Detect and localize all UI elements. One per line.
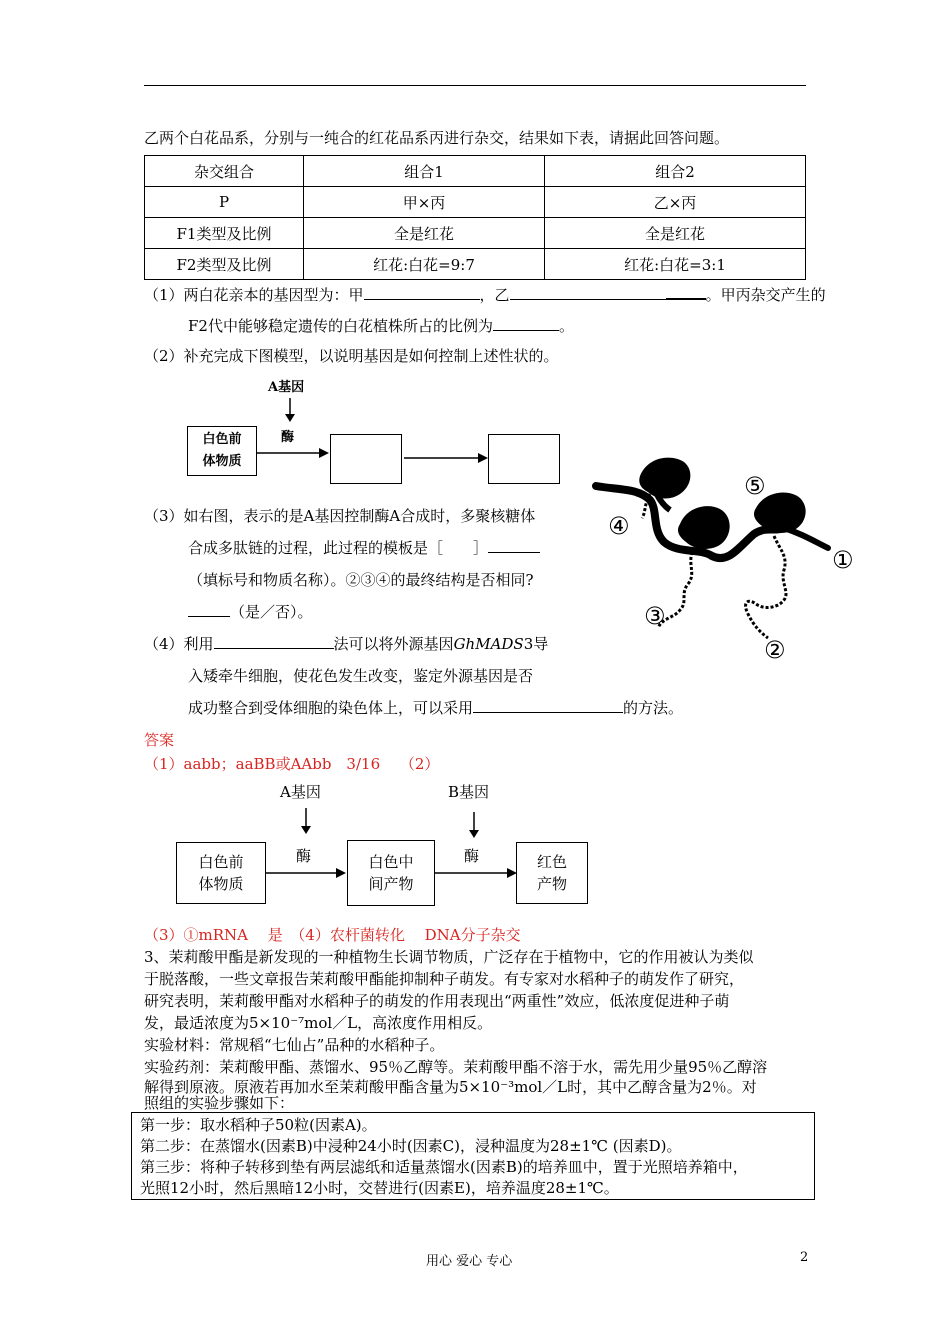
- q4-text-b: 法可以将外源基因: [333, 635, 454, 653]
- label-3: ③: [644, 602, 666, 630]
- ribosome-shape: [639, 458, 690, 499]
- table-cell: 组合1: [304, 156, 545, 187]
- table-cell: F2类型及比例: [145, 249, 304, 280]
- answer-blank[interactable]: [214, 634, 334, 649]
- question-4-cont2: [188, 698, 683, 718]
- q4-text-e: 的方法。: [623, 699, 684, 717]
- label-5: ⑤: [744, 472, 766, 500]
- down-arrow-icon: [296, 806, 316, 836]
- red-product-box: 红色 产物: [516, 842, 588, 904]
- q1-text-a: （1）两白花亲本的基因型为：甲: [144, 286, 364, 304]
- answer-blank[interactable]: [364, 285, 480, 300]
- table-row: [145, 249, 806, 280]
- label-1: ①: [832, 546, 854, 574]
- question-3-next-p1: 研究表明，茉莉酸甲酯对水稻种子的萌发的作用表现出“两重性”效应，低浓度促进种子萌: [144, 992, 730, 1010]
- question-2: （2）补充完成下图模型，以说明基因是如何控制上述性状的。: [144, 347, 559, 365]
- answer-title: 答案: [144, 731, 175, 749]
- header-rule: [144, 85, 806, 86]
- q3-text-a: 合成多肽链的过程，此过程的模板是［: [188, 539, 444, 557]
- question-4: [144, 634, 548, 654]
- table-row: [145, 156, 806, 187]
- table-cell: 全是红花: [545, 218, 806, 249]
- down-arrow-icon: [280, 396, 300, 424]
- procedure-box: [131, 1112, 815, 1200]
- q4-gene: GhMADS: [453, 635, 524, 653]
- footer-slogan: 用心 爱心 专心: [426, 1254, 513, 1269]
- q1-text-e: 。: [558, 317, 574, 335]
- intro-text: 乙两个白花品系，分别与一纯合的红花品系丙进行杂交，结果如下表，请据此回答问题。: [144, 129, 730, 147]
- table-cell: F1类型及比例: [145, 218, 304, 249]
- q4-text-d: 成功整合到受体细胞的染色体上，可以采用: [188, 699, 474, 717]
- q3-text-b: ］: [473, 539, 489, 557]
- gene-b-label: B基因: [448, 783, 490, 801]
- polyribosome-figure: [588, 452, 863, 667]
- question-3: （3）如右图，表示的是A基因控制酶A合成时，多聚核糖体: [144, 507, 536, 525]
- table-row: [145, 187, 806, 218]
- right-arrow-icon: [257, 446, 333, 460]
- answer-blank[interactable]: [510, 285, 666, 300]
- page-number: 2: [800, 1250, 809, 1265]
- question-3-next-p1: 3、茉莉酸甲酯是新发现的一种植物生长调节物质，广泛存在于植物中，它的作用被认为类似: [144, 948, 754, 966]
- question-3-next-p1: 发，最适浓度为5×10⁻⁷mol／L，高浓度作用相反。: [144, 1014, 493, 1032]
- down-arrow-icon: [464, 810, 484, 840]
- table-cell: 全是红花: [304, 218, 545, 249]
- answer-blank[interactable]: [493, 316, 559, 331]
- table-cell: 红花:白花=3:1: [545, 249, 806, 280]
- label-4: ④: [608, 512, 630, 540]
- gene-a-label: A基因: [280, 783, 321, 801]
- empty-box-1[interactable]: [330, 434, 402, 484]
- enzyme-label: 酶: [464, 847, 480, 865]
- table-cell: 组合2: [545, 156, 806, 187]
- empty-box-2[interactable]: [488, 434, 560, 484]
- polypeptide-chain: [746, 536, 786, 638]
- q3-text-c: （是／否）。: [230, 603, 313, 621]
- q1-text-b: ，乙: [479, 286, 510, 304]
- procedure-step: 光照12小时，然后黑暗12小时，交替进行(因素E)，培养温度28±1℃。: [140, 1179, 619, 1197]
- question-3-cont3: [188, 602, 313, 622]
- answer-blank[interactable]: [666, 284, 706, 300]
- q1-text-d: F2代中能够稳定遗传的白花植株所占的比例为: [188, 317, 493, 335]
- label-2: ②: [764, 636, 786, 664]
- gene-a-label: A基因: [268, 380, 305, 395]
- material-text: 实验材料：常规稻“七仙占”品种的水稻种子。: [144, 1036, 445, 1054]
- right-arrow-icon: [402, 451, 492, 465]
- question-1: [144, 284, 826, 305]
- question-1-cont: [188, 316, 574, 336]
- table-cell: P: [145, 187, 304, 218]
- table-cell: 乙×丙: [545, 187, 806, 218]
- question-3-next-p1: 于脱落酸，一些文章报告茉莉酸甲酯能抑制种子萌发。有专家对水稻种子的萌发作了研究，: [144, 970, 745, 988]
- question-3-cont: [188, 538, 540, 558]
- table-cell: 杂交组合: [145, 156, 304, 187]
- answer-blank[interactable]: [473, 698, 623, 713]
- table-cell: 红花:白花=9:7: [304, 249, 545, 280]
- reagent-text: 解得到原液。原液若再加水至茉莉酸甲酯含量为5×10⁻³mol／L时，其中乙醇含量为2％。对: [144, 1078, 757, 1096]
- enzyme-label: 酶: [296, 847, 312, 865]
- answer-blank[interactable]: [488, 538, 540, 553]
- answer-blank[interactable]: [188, 602, 230, 617]
- answer-line-3: （3）①mRNA 是 （4）农杆菌转化 DNA分子杂交: [144, 926, 521, 944]
- question-3-cont2: （填标号和物质名称）。②③④的最终结构是否相同?: [188, 571, 534, 589]
- white-intermediate-box: 白色中 间产物: [347, 840, 435, 906]
- table-row: [145, 218, 806, 249]
- reagent-text: 照组的实验步骤如下：: [144, 1094, 295, 1112]
- right-arrow-icon: [435, 866, 521, 880]
- q4-text-a: （4）利用: [144, 635, 214, 653]
- reagent-text: 实验药剂：茉莉酸甲酯、蒸馏水、95％乙醇等。茉莉酸甲酯不溶于水，需先用少量95％乙醇溶: [144, 1058, 768, 1076]
- ribosome-shape: [678, 506, 730, 549]
- q1-text-c: 。甲丙杂交产生的: [705, 286, 826, 304]
- question-4-cont: 入矮牵牛细胞，使花色发生改变，鉴定外源基因是否: [188, 667, 534, 685]
- enzyme-label: 酶: [281, 430, 295, 445]
- white-precursor-box: 白色前 体物质: [176, 842, 266, 904]
- procedure-step: 第一步：取水稻种子50粒(因素A)。: [140, 1116, 377, 1134]
- table-cell: 甲×丙: [304, 187, 545, 218]
- q4-text-c: 3导: [523, 635, 549, 653]
- procedure-step: 第三步：将种子转移到垫有两层滤纸和适量蒸馏水(因素B)的培养皿中，置于光照培养箱中，: [140, 1158, 748, 1176]
- procedure-step: 第二步：在蒸馏水(因素B)中浸种24小时(因素C)，浸种温度为28±1℃ (因素D)。: [140, 1137, 682, 1155]
- right-arrow-icon: [266, 866, 350, 880]
- white-precursor-box: 白色前 体物质: [187, 426, 257, 476]
- cross-table: [144, 155, 806, 280]
- answer-line-1: （1）aabb；aaBB或AAbb 3/16 （2）: [144, 755, 440, 773]
